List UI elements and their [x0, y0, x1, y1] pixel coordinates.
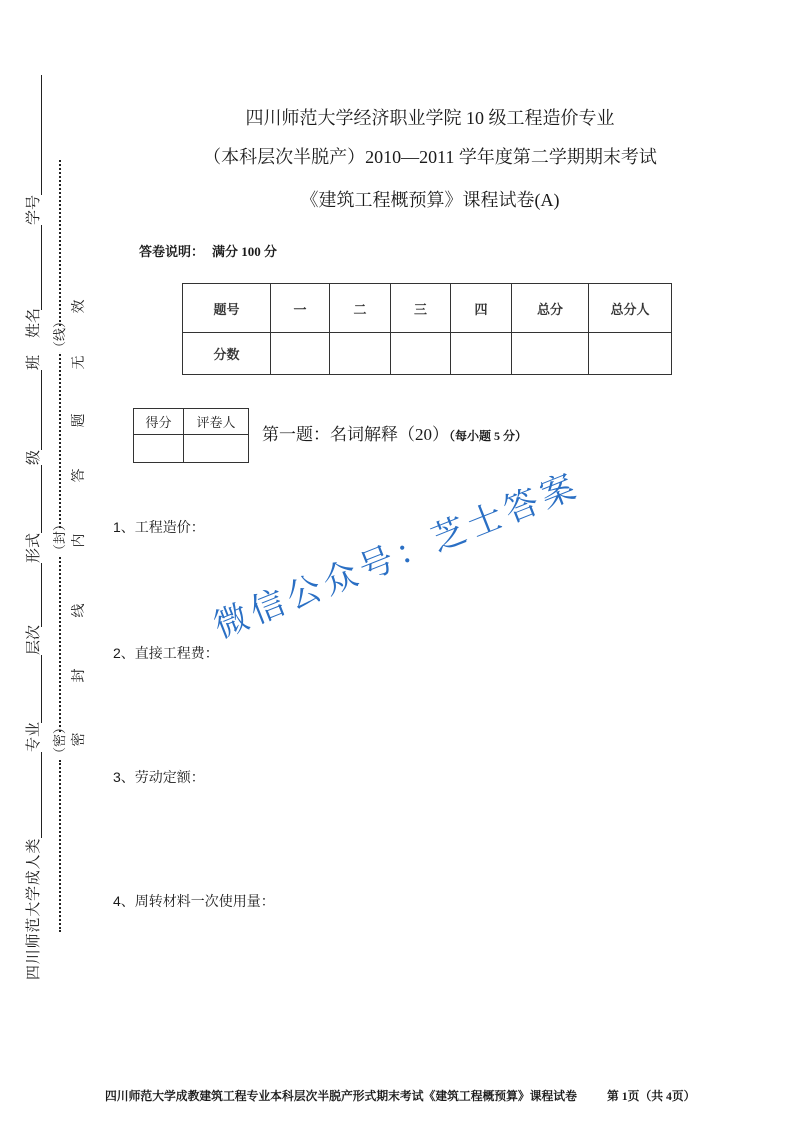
grade-blank	[24, 465, 42, 533]
score-cell	[451, 333, 512, 375]
school-label: 四川师范大学成人类	[25, 837, 42, 980]
dotted-line-segment	[59, 160, 61, 326]
header-total: 总分	[512, 284, 589, 333]
question-2: 2、直接工程费：	[113, 645, 219, 661]
seal-marker-feng: （封）	[52, 517, 67, 557]
question-3: 3、劳动定额：	[113, 769, 205, 785]
instructions-label: 答卷说明：	[139, 244, 205, 259]
class-blank	[24, 370, 42, 450]
grader-header-grader: 评卷人	[184, 409, 249, 435]
footer-course-title: 四川师范大学成教建筑工程专业本科层次半脱产形式期末考试《建筑工程概预算》课程试卷	[105, 1089, 577, 1103]
major-label: 专业	[25, 721, 42, 752]
section-note: （每小题 5 分）	[449, 429, 528, 443]
header-part-3: 三	[391, 284, 451, 333]
exam-title-line-3: 《建筑工程概预算》课程试卷(A)	[300, 190, 560, 210]
seal-marker-xian: （线）	[52, 314, 67, 354]
warning-char: 线	[70, 603, 86, 618]
student-id-label: 学号	[25, 194, 42, 225]
warning-char: 封	[70, 668, 86, 683]
header-part-4: 四	[451, 284, 512, 333]
exam-title-line-1: 四川师范大学经济职业学院 10 级工程造价专业	[245, 108, 615, 128]
question-1: 1、工程造价：	[113, 519, 205, 535]
watermark: 微信公众号：芝士答案	[208, 465, 586, 647]
score-cell	[589, 333, 672, 375]
class-label: 班	[25, 354, 42, 370]
score-cell	[391, 333, 451, 375]
score-table	[182, 283, 672, 375]
dotted-line-segment	[59, 354, 61, 528]
form-blank	[24, 563, 42, 627]
grader-header-score: 得分	[134, 409, 184, 435]
student-info-fields	[24, 75, 42, 980]
question-4: 4、周转材料一次使用量：	[113, 893, 275, 909]
spacer	[26, 338, 42, 355]
student-id-blank	[24, 75, 42, 195]
header-question-number: 题号	[183, 284, 271, 333]
full-score: 满分 100 分	[212, 244, 278, 259]
warning-char: 无	[70, 355, 86, 370]
seal-marker-mi: （密）	[52, 720, 67, 760]
score-cell	[271, 333, 330, 375]
seal-line	[52, 160, 68, 932]
name-blank	[24, 225, 42, 310]
grader-box	[133, 408, 249, 463]
level-blank	[24, 655, 42, 723]
instructions	[139, 243, 277, 261]
level-label: 层次	[25, 624, 42, 655]
dotted-line-segment	[59, 557, 61, 732]
score-cell	[512, 333, 589, 375]
warning-char: 内	[70, 533, 86, 548]
warning-char: 答	[70, 468, 86, 483]
warning-char: 题	[70, 413, 86, 428]
section-heading	[262, 423, 527, 448]
score-table-score-row	[183, 333, 672, 375]
row-label-score: 分数	[183, 333, 271, 375]
exam-title-line-2: （本科层次半脱产）2010—2011 学年度第二学期期末考试	[203, 147, 657, 167]
warning-char: 效	[70, 299, 86, 314]
warning-char: 密	[70, 732, 86, 747]
major-blank	[24, 752, 42, 838]
name-label: 姓名	[25, 307, 42, 338]
header-part-1: 一	[271, 284, 330, 333]
dotted-line-segment	[59, 760, 61, 932]
score-cell	[330, 333, 391, 375]
section-title: 第一题：名词解释（20）	[262, 425, 449, 444]
form-label: 形式	[25, 532, 42, 563]
grade-label: 级	[25, 449, 42, 465]
score-table-header-row	[183, 284, 672, 333]
header-part-2: 二	[330, 284, 391, 333]
header-total-grader: 总分人	[589, 284, 672, 333]
grader-score-cell	[134, 435, 184, 463]
grader-name-cell	[184, 435, 249, 463]
footer-page-number: 第 1页（共 4页）	[607, 1089, 696, 1103]
